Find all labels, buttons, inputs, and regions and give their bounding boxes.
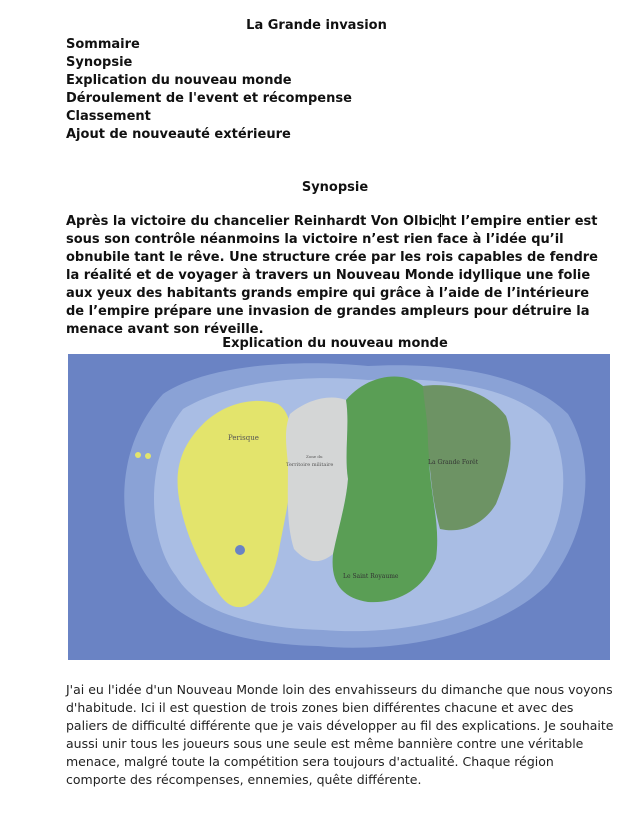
- synopsis-text-b: ht l’empire entier est sous son contrôle néanmoins la victoire n’est rien face à l’idée qu’il obnubile tant le rêve. Une structure crée par les rois capables de fendre la réalité et de voyager à travers un Nouveau Monde idyllique une folie aux yeux des habitants grands empire qui grâce à l’aide de l’intérieure de l’empire prépare une invasion de grandes ampleurs pour détruire la menace avant son réveille.: [66, 214, 598, 337]
- new-world-map: [68, 354, 610, 660]
- map-label-grey-small: Zone du: [306, 454, 323, 459]
- toc-link-synopsie[interactable]: Synopsie: [66, 55, 133, 70]
- synopsis-text-a: Après la victoire du chancelier Reinhardt Von Olbic: [66, 214, 440, 229]
- map-label-yellow: Perisque: [228, 434, 259, 442]
- map-label-green: Le Saint Royaume: [343, 573, 399, 580]
- map-label-darkgreen: La Grande Forêt: [428, 459, 479, 466]
- table-of-contents: [66, 36, 352, 144]
- document-title: La Grande invasion: [246, 18, 387, 33]
- map-islet: [235, 545, 245, 555]
- map-region-green: [333, 377, 438, 603]
- toc-link-deroulement[interactable]: Déroulement de l'event et récompense: [66, 91, 352, 106]
- map-islet: [135, 452, 141, 458]
- explication-heading: Explication du nouveau monde: [222, 336, 448, 351]
- toc-link-explication[interactable]: Explication du nouveau monde: [66, 73, 292, 88]
- map-label-grey: Territoire militaire: [286, 462, 334, 468]
- toc-link-ajout[interactable]: Ajout de nouveauté extérieure: [66, 127, 291, 142]
- toc-link-sommaire[interactable]: Sommaire: [66, 37, 140, 52]
- synopsis-paragraph[interactable]: [66, 213, 611, 339]
- explanation-paragraph: J'ai eu l'idée d'un Nouveau Monde loin des envahisseurs du dimanche que nous voyons d'habitude. Ici il est question de trois zones bien différentes chacune et avec des paliers de difficulté différente que je vais développer au fil des explications. Je souhaite aussi unir tous les joueurs sous une seule est même bannière contre une véritable menace, malgré toute la compétition sera toujours d'actualité. Chaque région comporte des récompenses, ennemies, quête différente.: [66, 682, 614, 787]
- toc-link-classement[interactable]: Classement: [66, 109, 151, 124]
- synopsis-heading: Synopsie: [301, 180, 369, 195]
- map-islet: [145, 453, 151, 459]
